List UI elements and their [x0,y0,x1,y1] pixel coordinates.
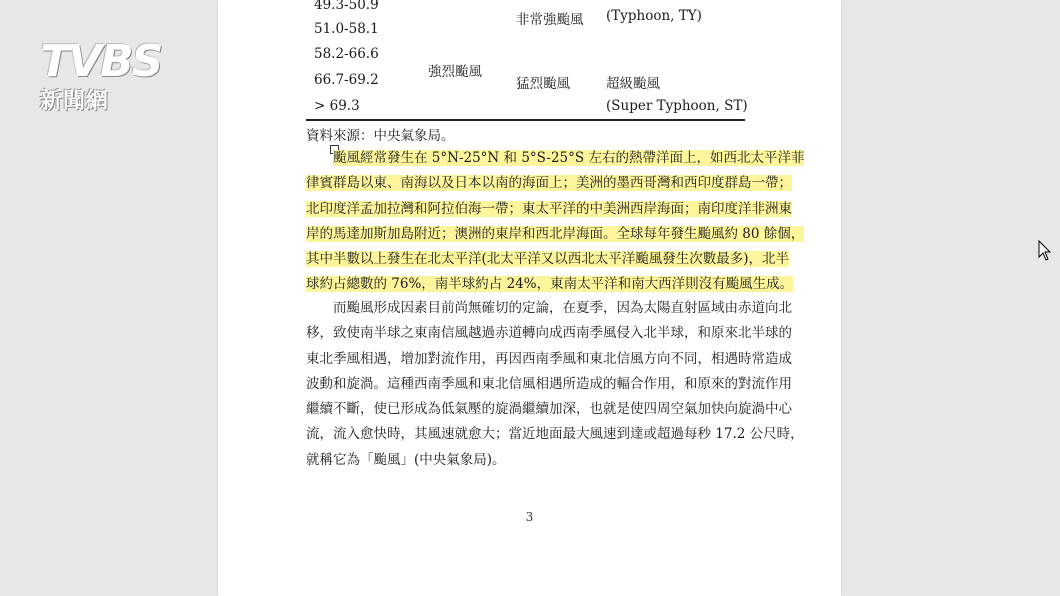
paragraph-line: 繼續不斷，使已形成為低氣壓的旋渦繼續加深，也就是使四周空氣加快向旋渦中心 [306,401,792,418]
paragraph-line: 波動和旋渦。這種西南季風和東北信風相遇所造成的輻合作用，和原來的對流作用 [306,375,792,392]
table-cell-class: 非常強颱風 [516,12,584,28]
paragraph-highlighted [306,146,805,298]
table-cell-category: 強烈颱風 [428,64,482,80]
typhoon-table [306,0,746,120]
paragraph-line: 而颱風形成因素目前尚無確切的定論，在夏季，因為太陽直射區域由赤道向北 [333,300,792,316]
table-cell-speed: > 69.3 [314,98,360,114]
paragraph-line: 流，流入愈快時，其風速就愈大；當近地面最大風速到達或超過每秒 17.2 公尺時， [306,426,804,443]
paragraph-line: 球約占總數的 76%，南半球約占 24%，東南太平洋和南大西洋則沒有颱風生成。 [306,276,794,293]
table-cell-class: 猛烈颱風 [516,76,570,92]
source-note: 資料來源：中央氣象局。 [306,128,455,144]
table-bottom-rule [306,119,745,121]
tvbs-watermark-logo [28,16,218,116]
watermark-brand: TVBS [40,36,162,87]
table-cell-speed: 49.3-50.9 [314,0,379,13]
document-page [218,0,841,596]
page-number: 3 [525,510,534,524]
paragraph-line: 律賓群島以東、南海以及日本以南的海面上；美洲的墨西哥灣和西印度群島一帶； [306,175,792,192]
watermark-subtitle: 新聞網 [40,89,110,114]
table-cell-intl: (Typhoon, TY) [606,8,702,24]
table-cell-speed: 51.0-58.1 [314,21,379,37]
paragraph-line: 移，致使南半球之東南信風越過赤道轉向成西南季風侵入北半球，和原來北半球的 [306,325,792,342]
table-cell-intl: (Super Typhoon, ST) [606,98,748,114]
table-cell-speed: 58.2-66.6 [314,46,379,62]
paragraph-line: 東北季風相遇，增加對流作用，再因西南季風和東北信風方向不同，相遇時常造成 [306,350,792,367]
paragraph-formation [306,296,804,473]
paragraph-line: 颱風經常發生在 5°N-25°N 和 5°S-25°S 左右的熱帶洋面上，如西北太平洋菲 [333,150,805,166]
paragraph-line: 北印度洋孟加拉灣和阿拉伯海一帶；東太平洋的中美洲西岸海面；南印度洋非洲東 [306,200,792,217]
paragraph-line: 就稱它為「颱風」(中央氣象局)。 [306,451,506,468]
table-cell-speed: 66.7-69.2 [314,72,379,88]
paragraph-line: 其中半數以上發生在北太平洋(北太平洋又以西北太平洋颱風發生次數最多)，北半 [306,251,790,268]
table-cell-intl: 超級颱風 [606,76,660,92]
paragraph-line: 岸的馬達加斯加島附近；澳洲的東岸和西北岸海面。全球每年發生颱風約 80 餘個， [306,225,805,242]
mouse-pointer-icon [1038,240,1052,262]
